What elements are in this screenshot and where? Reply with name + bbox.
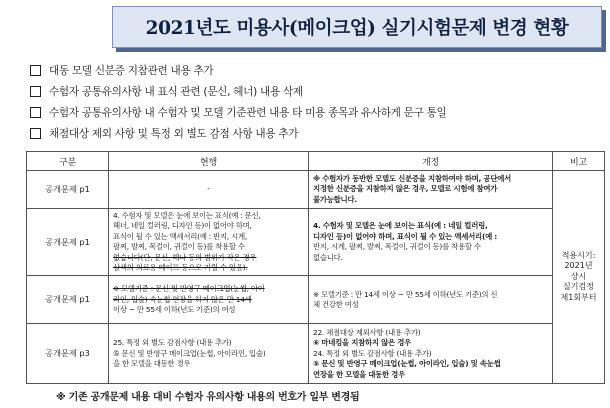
revised-line: 4. 수험자 및 모델은 눈에 보이는 표식(예 : 네일 컬러링, xyxy=(313,221,488,231)
title-box xyxy=(112,6,602,48)
change-table xyxy=(26,151,605,384)
revised-line: 반지, 시계, 팔찌, 발찌, 목걸이, 귀걸이 등)를 착용할 수 xyxy=(313,242,481,252)
list-item-text: 채점대상 제외 사항 및 특정 외 별도 감점 사항 내용 추가 xyxy=(49,127,299,140)
checkbox-icon xyxy=(30,128,41,139)
table-row xyxy=(27,276,605,324)
revised-cell xyxy=(309,324,553,384)
revised-line: ※ 수험자가 동반한 모델도 신분증을 지참하여야 하며, 공단에서 xyxy=(313,173,511,183)
table-row xyxy=(27,171,605,209)
table-row xyxy=(27,324,605,384)
current-line: ⑤ 문신 및 반영구 메이크업(눈썹, 아이라인, 입술) xyxy=(113,348,266,358)
current-line: 이상 ~ 만 55세 이하(년도 기준)의 여성 xyxy=(113,305,236,315)
revised-line: 지정한 신분증을 지참하지 않은 경우, 모델로 시험에 참여가 xyxy=(313,184,498,194)
row-category: 공개문제 p1 xyxy=(27,276,109,324)
current-line: 팔찌, 발찌, 목걸이, 귀걸이 등)를 착용할 수 xyxy=(113,242,245,252)
revised-line: 불가능합니다. xyxy=(313,194,357,204)
current-line: 25. 특정 외 별도 감점사항 (내용 추가) xyxy=(113,338,232,348)
note-line: 실기검정 xyxy=(563,282,594,292)
change-summary-list xyxy=(30,60,600,144)
revised-line: 없습니다. xyxy=(313,252,343,262)
current-cell xyxy=(109,324,309,384)
column-header-note: 비고 xyxy=(553,152,605,171)
revised-line: 체 건강한 여성 xyxy=(313,299,359,309)
note-line: 적용시기: xyxy=(561,250,596,260)
column-header-current: 현행 xyxy=(109,152,309,171)
current-line-deleted: 살색의 의료용 테이프 등으로 가릴 수 있음). xyxy=(113,263,248,273)
list-item xyxy=(30,123,600,143)
row-category: 공개문제 p1 xyxy=(27,209,109,276)
revised-line: ⑥ 마네킹을 지참하지 않은 경우 xyxy=(313,338,411,348)
revised-line: ⑤ 문신 및 반영구 메이크업(눈썹, 아이라인, 입술) 및 속눈썹 xyxy=(313,359,501,369)
list-item-text: 수험자 공통유의사항 내 수험자 및 모델 기준관련 내용 타 미용 종목과 유사하게 문구 통일 xyxy=(49,106,447,119)
column-header-category: 구분 xyxy=(27,152,109,171)
list-item xyxy=(30,81,600,101)
current-cell xyxy=(109,171,309,209)
checkbox-icon xyxy=(30,86,41,97)
page-title: 2021년도 미용사(메이크업) 실기시험문제 변경 현황 xyxy=(145,18,569,39)
current-line: 헤너, 네일 컬러링, 디자인 등)이 없어야 하며, xyxy=(113,221,252,231)
note-cell xyxy=(553,171,605,384)
note-line: 상시 xyxy=(570,271,587,281)
current-line-deleted: ※ 모델기준 : 문신 및 반영구 메이크업(눈썹, 아이 xyxy=(113,284,265,294)
current-cell xyxy=(109,276,309,324)
list-item-text: 수험자 공통유의사항 내 표식 관련 (문신, 헤너) 내용 삭제 xyxy=(49,85,303,98)
list-item xyxy=(30,102,600,122)
note-line: 제1회부터 xyxy=(560,292,597,302)
current-line: 표식이 될 수 있는 액세서리(예 : 반지, 시계, xyxy=(113,231,247,241)
note-line: 2021년 xyxy=(564,261,593,271)
checkbox-icon xyxy=(30,65,41,76)
revised-line: 디자인 등)이 없어야 하며, 표식이 될 수 있는 액세서리(예 : xyxy=(313,231,497,241)
current-cell xyxy=(109,209,309,276)
current-text: - xyxy=(207,184,210,194)
revised-line: 22. 채점대상 제외사항 (내용 추가) xyxy=(313,327,421,337)
revised-line: ※ 모델기준 : 만 14세 이상 ~ 만 55세 이하(년도 기준)의 신 xyxy=(313,289,498,299)
list-item-text: 대동 모델 신분증 지참관련 내용 추가 xyxy=(49,64,214,77)
row-category: 공개문제 p1 xyxy=(27,171,109,209)
revised-cell xyxy=(309,171,553,209)
current-line: 4. 수험자 및 모델은 눈에 보이는 표식(예 : 문신, xyxy=(113,211,261,220)
table-row xyxy=(27,209,605,276)
revised-cell xyxy=(309,209,553,276)
list-item xyxy=(30,60,600,80)
column-header-revised: 개정 xyxy=(309,152,553,171)
current-line-deleted: 없습니다(단, 문신, 헤나 등의 범위가 작은 경우 xyxy=(113,252,257,262)
row-category: 공개문제 p3 xyxy=(27,324,109,384)
footer-note: ※ 기존 공개문제 내용 대비 수험자 유의사항 내용의 번호가 일부 변경됨 xyxy=(56,392,360,403)
checkbox-icon xyxy=(30,107,41,118)
revised-line: 연장을 한 모델을 대동한 경우 xyxy=(313,369,405,379)
revised-cell xyxy=(309,276,553,324)
table-header-row xyxy=(27,152,605,171)
current-line: 을 한 모델을 대동한 경우 xyxy=(113,359,191,369)
revised-line: 24. 특정 외 별도 감점사항 (내용 추가) xyxy=(313,348,432,358)
current-line-deleted: 라인, 입술) 속눈썹 연장을 하지 않은 만 14세 xyxy=(113,294,252,304)
